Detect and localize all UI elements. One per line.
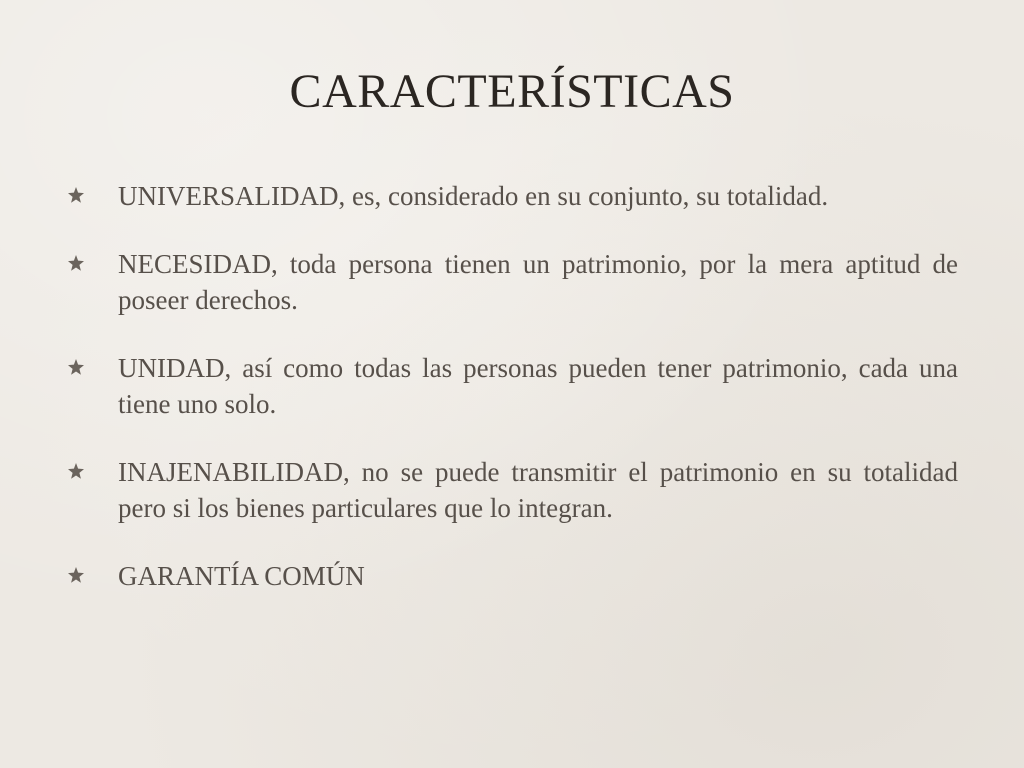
bullet-item-unidad xyxy=(66,350,958,422)
bullet-item-garantia-comun xyxy=(66,558,958,594)
bullet-item-universalidad xyxy=(66,178,958,214)
bullet-list xyxy=(66,178,958,626)
bullet-text: NECESIDAD, toda persona tienen un patrimonio, por la mera aptitud de poseer derechos. xyxy=(118,249,958,315)
star-icon xyxy=(66,565,86,585)
bullet-text: INAJENABILIDAD, no se puede transmitir el patrimonio en su totalidad pero si los bienes particulares que lo integran. xyxy=(118,457,958,523)
star-icon xyxy=(66,185,86,205)
star-icon xyxy=(66,357,86,377)
star-icon xyxy=(66,461,86,481)
bullet-item-inajenabilidad xyxy=(66,454,958,526)
bullet-text: UNIDAD, así como todas las personas pueden tener patrimonio, cada una tiene uno solo. xyxy=(118,353,958,419)
bullet-text: UNIVERSALIDAD, es, considerado en su conjunto, su totalidad. xyxy=(118,181,829,211)
star-icon xyxy=(66,253,86,273)
slide-title: CARACTERÍSTICAS xyxy=(289,65,735,118)
bullet-text: GARANTÍA COMÚN xyxy=(118,561,365,591)
bullet-item-necesidad xyxy=(66,246,958,318)
